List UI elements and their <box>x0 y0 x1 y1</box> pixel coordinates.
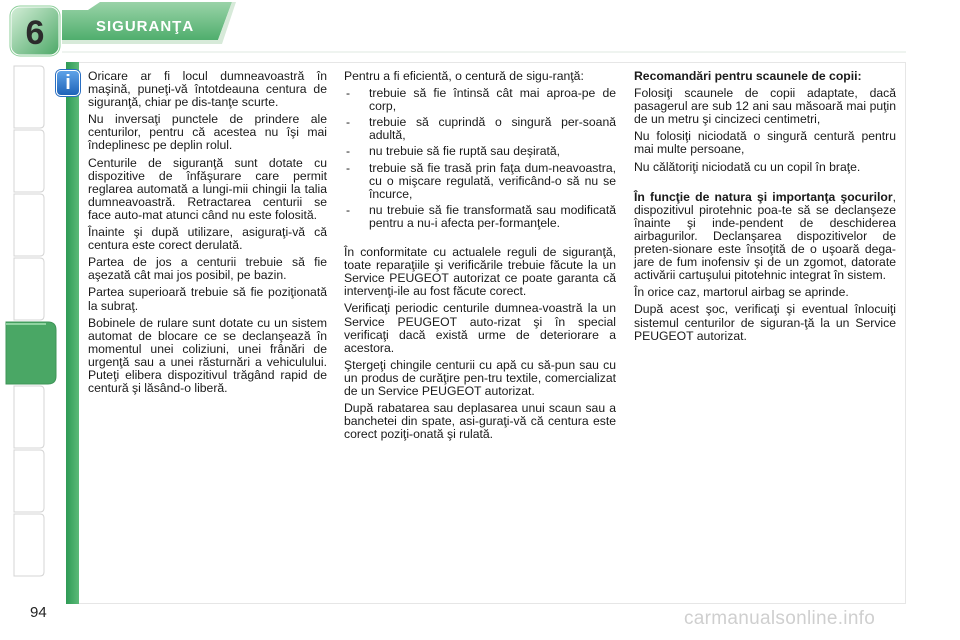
section-heading: Recomandări pentru scaunele de copii: <box>634 69 862 83</box>
paragraph: Verificaţi periodic centurile dumnea-voastră la un Service PEUGEOT auto-rizat şi în special verificaţi dacă există urme de deteriorare a acestora. <box>344 301 616 355</box>
paragraph: Folosiţi scaunele de copii adaptate, dacă pasagerul are sub 12 ani sau măsoară mai puţin de un metru şi cincizeci centimetri, <box>634 86 896 127</box>
column-1 <box>88 70 327 399</box>
list-dash: - <box>346 144 351 159</box>
bold-lead: În funcţie de natura şi importanţa şocurilor <box>634 189 893 204</box>
list-item <box>344 87 616 113</box>
paragraph: După acest şoc, verificaţi şi eventual înlocuiţi sistemul centurilor de siguran-ţă la un Service PEUGEOT autorizat. <box>634 302 896 343</box>
list-item <box>344 204 616 230</box>
list-item-text: nu trebuie să fie transformată sau modificată pentru a nu-i afecta per-formanţele. <box>369 202 616 230</box>
paragraph: În orice caz, martorul airbag se aprinde. <box>634 285 849 300</box>
list-item <box>344 116 616 142</box>
list-item-text: trebuie să fie trasă prin faţa dum-neavoastra, cu o mişcare regulată, verificând-o să nu se încurce, <box>369 160 616 201</box>
paragraph: Partea de jos a centurii trebuie să fie aşezată cât mai jos posibil, pe bazin. <box>88 255 327 283</box>
paragraph: Centurile de siguranţă sunt dotate cu dispozitive de înfăşurare care permit reglarea automată a lungi-mii chingii la talia dumneavoastră. Retractarea centurii se face auto-mat atunci când nu este folosită. <box>88 155 327 222</box>
list-dash: - <box>346 115 351 130</box>
list-dash: - <box>346 86 351 101</box>
list-item <box>344 162 616 201</box>
list-item-text: nu trebuie să fie ruptă sau deşirată, <box>369 144 561 159</box>
paragraph: Ştergeţi chingile centurii cu apă cu să-pun sau cu un produs de curăţire pen-tru textile, comercializat de un Service PEUGEOT autorizat. <box>344 357 616 398</box>
paragraph: Nu folosiţi niciodată o singură centură pentru mai multe persoane, <box>634 129 896 157</box>
list-item-text: trebuie să cuprindă o singură per-soană adultă, <box>369 115 616 143</box>
paragraph: După rabatarea sau deplasarea unui scaun sau a banchetei din spate, asi-guraţi-vă că centura este corect poziţi-onată şi rulată. <box>344 401 616 442</box>
list-dash: - <box>346 202 351 217</box>
list-item-text: trebuie să fie întinsă cât mai aproa-pe de corp, <box>369 86 616 114</box>
list-dash: - <box>346 160 351 175</box>
paragraph: Partea superioară trebuie să fie poziţionată la subraţ. <box>88 285 327 313</box>
chapter-tabs-rail <box>0 60 60 640</box>
paragraph: Nu călătoriţi niciodată cu un copil în braţe. <box>634 159 861 174</box>
paragraph: Nu inversaţi punctele de prindere ale centurilor, pentru că acestea nu îşi mai îndeplinesc pe deplin rolul. <box>88 112 327 153</box>
paragraph: Pentru a fi eficientă, o centură de sigu-ranţă: <box>344 69 584 83</box>
page-title: SIGURANŢA <box>96 18 195 35</box>
page-number: 94 <box>30 604 47 621</box>
chapter-number: 6 <box>25 14 45 52</box>
list-item <box>344 145 616 158</box>
paragraph: În conformitate cu actualele reguli de siguranţă, toate reparaţiile şi verificările trebuie făcute la un Service PEUGEOT autorizat ce poate garanta că intervenţi-ile au fost făcute corect. <box>344 245 616 299</box>
paragraph <box>634 191 896 283</box>
paragraph: Oricare ar fi locul dumneavoastră în maşină, puneţi-vă întotdeauna centura de siguranţă, chiar pe dis-tanţe scurte. <box>88 69 327 110</box>
info-icon: i <box>56 70 80 96</box>
paragraph-rest: , dispozitivul pirotehnic poa-te să se declanşeze înainte şi inde-pendent de deschiderea airbagurilor. Declanşarea dispozitivelor de preten-sionare este însoţită de o uşoară dega-jare de fum inofensiv şi de un zgomot, datorate activării cartuşului pitotehnic integrat în sistem. <box>634 189 896 283</box>
watermark: carmanualsonline.info <box>684 608 876 629</box>
panel-accent-stripe <box>66 62 79 604</box>
column-2 <box>344 70 616 445</box>
paragraph: Bobinele de rulare sunt dotate cu un sistem automat de blocare ce se declanşează în momentul unei coliziuni, unei frânări de urgenţă sau a unei răsturnări a vehiculului. Puteţi elibera dispozitivul trăgând rapid de centură şi lăsând-o liberă. <box>88 315 327 396</box>
paragraph: Înainte şi după utilizare, asiguraţi-vă că centura este corect derulată. <box>88 225 327 253</box>
column-3 <box>634 70 896 347</box>
